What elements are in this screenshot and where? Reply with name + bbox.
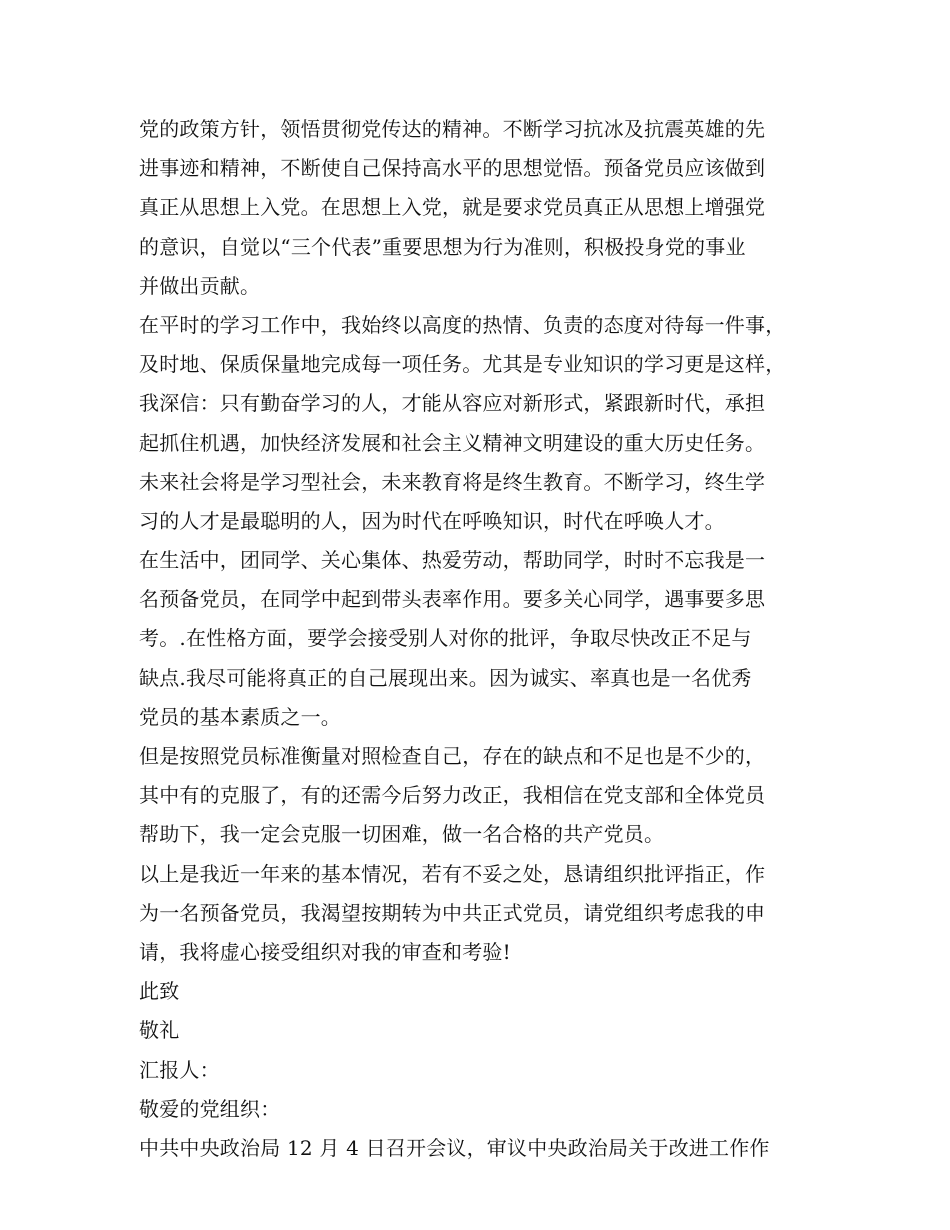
text-line: 习的人才是最聪明的人，因为时代在呼唤知识，时代在呼唤人才。 bbox=[139, 508, 725, 533]
text-line: 及时地、保质保量地完成每一项任务。尤其是专业知识的学习更是这样， bbox=[139, 352, 786, 377]
text-line: 党员的基本素质之一。 bbox=[139, 704, 341, 729]
text-line: 考。.在性格方面，要学会接受别人对你的批评，争取尽快改正不足与 bbox=[139, 626, 752, 651]
text-line: 我深信：只有勤奋学习的人，才能从容应对新形式，紧跟新时代，承担 bbox=[139, 391, 766, 416]
text-line: 在生活中，团同学、关心集体、热爱劳动，帮助同学，时时不忘我是一 bbox=[139, 548, 766, 573]
closing-regards: 敬礼 bbox=[139, 1018, 180, 1043]
text-line: 的意识，自觉以“三个代表”重要思想为行为准则，积极投身党的事业 bbox=[139, 234, 746, 259]
text-line: 请，我将虚心接受组织对我的审查和考验! bbox=[139, 939, 511, 964]
text-line: 起抓住机遇，加快经济发展和社会主义精神文明建设的重大历史任务。 bbox=[139, 430, 766, 455]
text-line: 党的政策方针，领悟贯彻党传达的精神。不断学习抗冰及抗震英雄的先 bbox=[139, 117, 766, 141]
text-line: 缺点.我尽可能将真正的自己展现出来。因为诚实、率真也是一名优秀 bbox=[139, 665, 752, 690]
text-line: 但是按照党员标准衡量对照检查自己，存在的缺点和不足也是不少的， bbox=[139, 744, 766, 768]
text-line: 并做出贡献。 bbox=[139, 273, 261, 298]
text-line: 进事迹和精神，不断使自己保持高水平的思想觉悟。预备党员应该做到 bbox=[139, 156, 766, 181]
text-line: 在平时的学习工作中，我始终以高度的热情、负责的态度对待每一件事， bbox=[139, 312, 786, 337]
text-line: 未来社会将是学习型社会，未来教育将是终生教育。不断学习，终生学 bbox=[139, 469, 766, 494]
text-line: 帮助下，我一定会克服一切困难，做一名合格的共产党员。 bbox=[139, 822, 665, 847]
document-body bbox=[139, 110, 839, 1168]
text-line: 其中有的克服了，有的还需今后努力改正，我相信在党支部和全体党员 bbox=[139, 783, 766, 808]
text-line: 名预备党员，在同学中起到带头表率作用。要多关心同学，遇事要多思 bbox=[139, 587, 766, 612]
text-line: 真正从思想上入党。在思想上入党，就是要求党员真正从思想上增强党 bbox=[139, 195, 766, 220]
greeting: 敬爱的党组织： bbox=[139, 1096, 281, 1121]
text-line: 以上是我近一年来的基本情况，若有不妥之处，恳请组织批评指正，作 bbox=[139, 861, 766, 886]
text-line: 为一名预备党员，我渴望按期转为中共正式党员，请党组织考虑我的申 bbox=[139, 900, 766, 925]
reporter-label: 汇报人： bbox=[139, 1057, 220, 1082]
text-line: 中共中央政治局 12 月 4 日召开会议，审议中央政治局关于改进工作作 bbox=[139, 1135, 770, 1160]
closing-salutation: 此致 bbox=[139, 979, 180, 1004]
